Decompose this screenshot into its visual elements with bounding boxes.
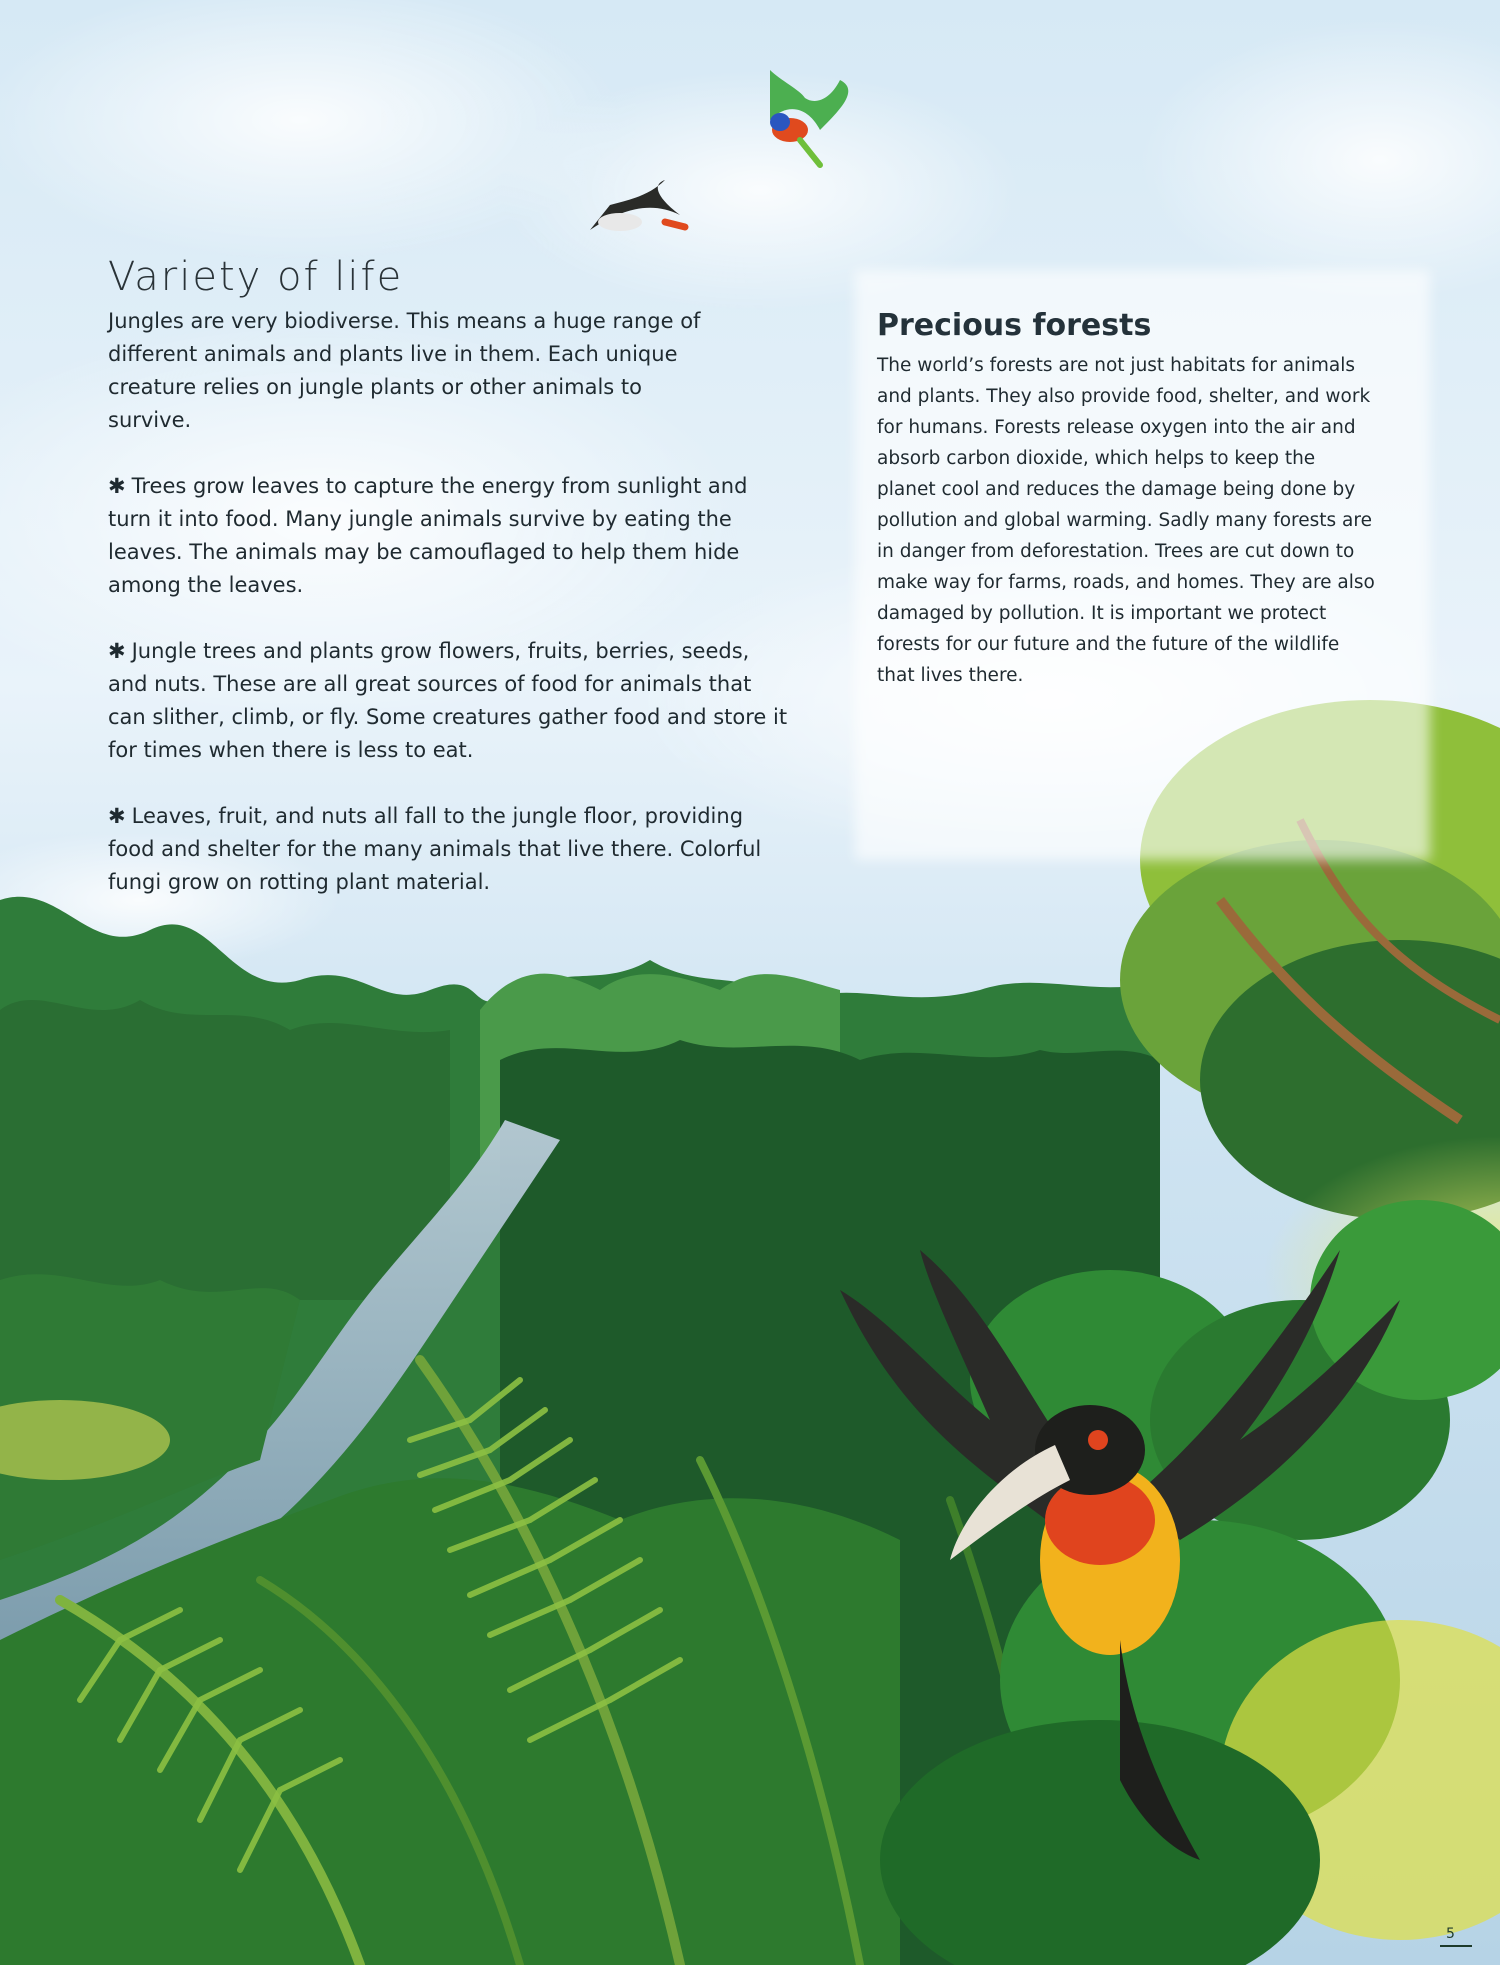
page-number: 5 bbox=[1446, 1926, 1455, 1942]
bullet-paragraph-3 bbox=[108, 800, 788, 899]
bullet-text-3: Leaves, fruit, and nuts all fall to the jungle floor, providing food and shelter for the many animals that live there. Colorful fungi grow on rotting plant material. bbox=[108, 804, 762, 894]
bullet-icon: ✱ bbox=[108, 474, 126, 498]
bullet-paragraph-2 bbox=[108, 635, 788, 767]
bullet-text-1: Trees grow leaves to capture the energy from sunlight and turn it into food. Many jungle animals survive by eating the leaves. The animals may be camouflaged to help them hide among the leaves. bbox=[108, 474, 748, 597]
bullet-icon: ✱ bbox=[108, 804, 126, 828]
precious-forests-body: The world’s forests are not just habitats for animals and plants. They also provide food, shelter, and work for humans. Forests release oxygen into the air and absorb carbon dioxide, which helps to keep the planet cool and reduces the damage being done by pollution and global warming. Sadly many forests are in danger from deforestation. Trees are cut down to make way for farms, roads, and homes. They are also damaged by pollution. It is important we protect forests for our future and the future of the wildlife that lives there. bbox=[877, 355, 1375, 686]
page-number-rule bbox=[1440, 1945, 1472, 1947]
variety-of-life-heading: Variety of life bbox=[108, 254, 404, 300]
intro-paragraph: Jungles are very biodiverse. This means a huge range of different animals and plants live in them. Each unique creature relies on jungle plants or other animals to survive. bbox=[108, 309, 701, 432]
variety-of-life-body bbox=[108, 305, 788, 932]
bullet-text-2: Jungle trees and plants grow flowers, fruits, berries, seeds, and nuts. These are all great sources of food for animals that can slither, climb, or fly. Some creatures gather food and store it for times when there is less to eat. bbox=[108, 639, 788, 762]
bullet-paragraph-1 bbox=[108, 470, 788, 602]
precious-forests-heading: Precious forests bbox=[877, 308, 1152, 343]
bullet-icon: ✱ bbox=[108, 639, 126, 663]
